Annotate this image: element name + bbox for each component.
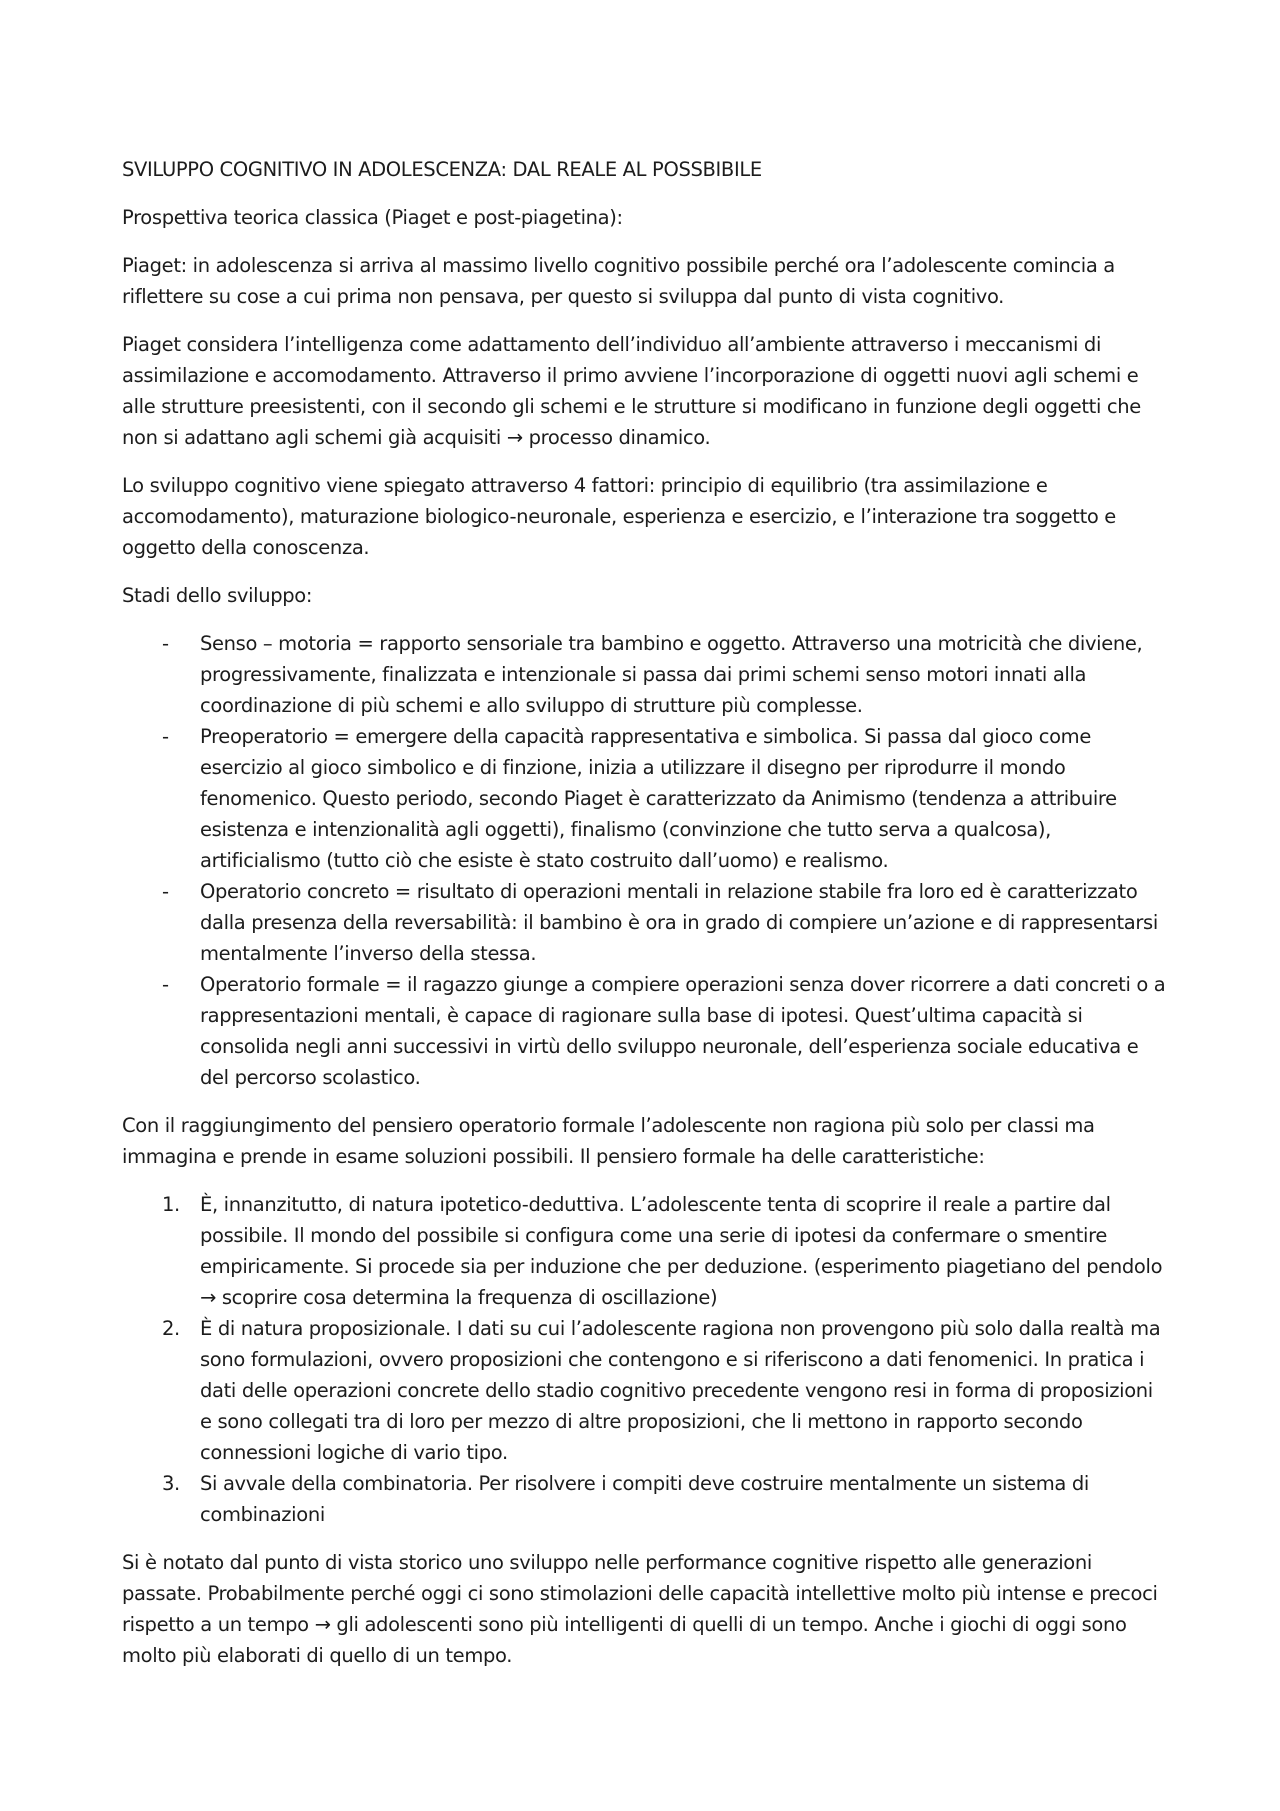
paragraph-historical-development: Si è notato dal punto di vista storico uno sviluppo nelle performance cognitive rispetto alle generazioni passate. Probabilmente perché oggi ci sono stimolazioni delle capacità intellettive molto più intense e precoci rispetto a un tempo → gli adolescenti sono più intelligenti di quelli di un tempo. Anche i giochi di oggi sono molto più elaborati di quello di un tempo. [122,1551,1158,1667]
list-number-marker: 2. [162,1317,180,1340]
list-item-text: Senso – motoria = rapporto sensoriale tra bambino e oggetto. Attraverso una motricità che diviene, progressivamente, finalizzata e intenzionale si passa dai primi schemi senso motori innati alla coordinazione di più schemi e allo sviluppo di strutture più complesse. [200,632,1143,717]
list-dash-marker: - [162,632,169,655]
list-item [122,876,1170,969]
paragraph-formal-thought: Con il raggiungimento del pensiero operatorio formale l’adolescente non ragiona più solo per classi ma immagina e prende in esame soluzioni possibili. Il pensiero formale ha delle caratteristiche: [122,1114,1095,1168]
document-title: SVILUPPO COGNITIVO IN ADOLESCENZA: DAL REALE AL POSSBIBILE [122,158,762,181]
list-item-text: Operatorio formale = il ragazzo giunge a compiere operazioni senza dover ricorrere a dati concreti o a rappresentazioni mentali, è capace di ragionare sulla base di ipotesi. Quest’ultima capacità si consolida negli anni successivi in virtù dello sviluppo neuronale, dell’esperienza sociale educativa e del percorso scolastico. [200,973,1166,1089]
list-item-text: Operatorio concreto = risultato di operazioni mentali in relazione stabile fra loro ed è caratterizzato dalla presenza della reversabilità: il bambino è ora in grado di compiere un’azione e di rappresentarsi mentalmente l’inverso della stessa. [200,880,1158,965]
paragraph-stages-heading: Stadi dello sviluppo: [122,584,313,607]
list-dash-marker: - [162,880,169,903]
paragraph-four-factors: Lo sviluppo cognitivo viene spiegato attraverso 4 fattori: principio di equilibrio (tra assimilazione e accomodamento), maturazione biologico-neuronale, esperienza e esercizio, e l’interazione tra soggetto e oggetto della conoscenza. [122,474,1116,559]
paragraph-intelligence-adaptation: Piaget considera l’intelligenza come adattamento dell’individuo all’ambiente attraverso i meccanismi di assimilazione e accomodamento. Attraverso il primo avviene l’incorporazione di oggetti nuovi agli schemi e alle strutture preesistenti, con il secondo gli schemi e le strutture si modificano in funzione degli oggetti che non si adattano agli schemi già acquisiti → processo dinamico. [122,333,1141,449]
document-body [122,154,1170,1688]
list-number-marker: 3. [162,1472,180,1495]
list-dash-marker: - [162,973,169,996]
list-item-text: È di natura proposizionale. I dati su cui l’adolescente ragiona non provengono più solo dalla realtà ma sono formulazioni, ovvero proposizioni che contengono e si riferiscono a dati fenomenici. In pratica i dati delle operazioni concrete dello stadio cognitivo precedente vengono resi in forma di proposizioni e sono collegati tra di loro per mezzo di altre proposizioni, che li mettono in rapporto secondo connessioni logiche di vario tipo. [200,1317,1161,1464]
list-item [122,1468,1170,1530]
stages-list [122,628,1170,1093]
paragraph-piaget-adolescence: Piaget: in adolescenza si arriva al massimo livello cognitivo possibile perché ora l’adolescente comincia a riflettere su cose a cui prima non pensava, per questo si sviluppa dal punto di vista cognitivo. [122,254,1115,308]
list-item-text: È, innanzitutto, di natura ipotetico-deduttiva. L’adolescente tenta di scoprire il reale a partire dal possibile. Il mondo del possibile si configura come una serie di ipotesi da confermare o smentire empiricamente. Si procede sia per induzione che per deduzione. (esperimento piagetiano del pendolo → scoprire cosa determina la frequenza di oscillazione) [200,1193,1163,1309]
list-item [122,721,1170,876]
list-item [122,1189,1170,1313]
list-number-marker: 1. [162,1193,180,1216]
list-item [122,969,1170,1093]
characteristics-list [122,1189,1170,1530]
list-item-text: Preoperatorio = emergere della capacità rappresentativa e simbolica. Si passa dal gioco come esercizio al gioco simbolico e di finzione, inizia a utilizzare il disegno per riprodurre il mondo fenomenico. Questo periodo, secondo Piaget è caratterizzato da Animismo (tendenza a attribuire esistenza e intenzionalità agli oggetti), finalismo (convinzione che tutto serva a qualcosa), artificialismo (tutto ciò che esiste è stato costruito dall’uomo) e realismo. [200,725,1117,872]
list-dash-marker: - [162,725,169,748]
paragraph-theoretical-perspective: Prospettiva teorica classica (Piaget e post-piagetina): [122,206,623,229]
list-item [122,1313,1170,1468]
list-item-text: Si avvale della combinatoria. Per risolvere i compiti deve costruire mentalmente un sistema di combinazioni [200,1472,1089,1526]
list-item [122,628,1170,721]
